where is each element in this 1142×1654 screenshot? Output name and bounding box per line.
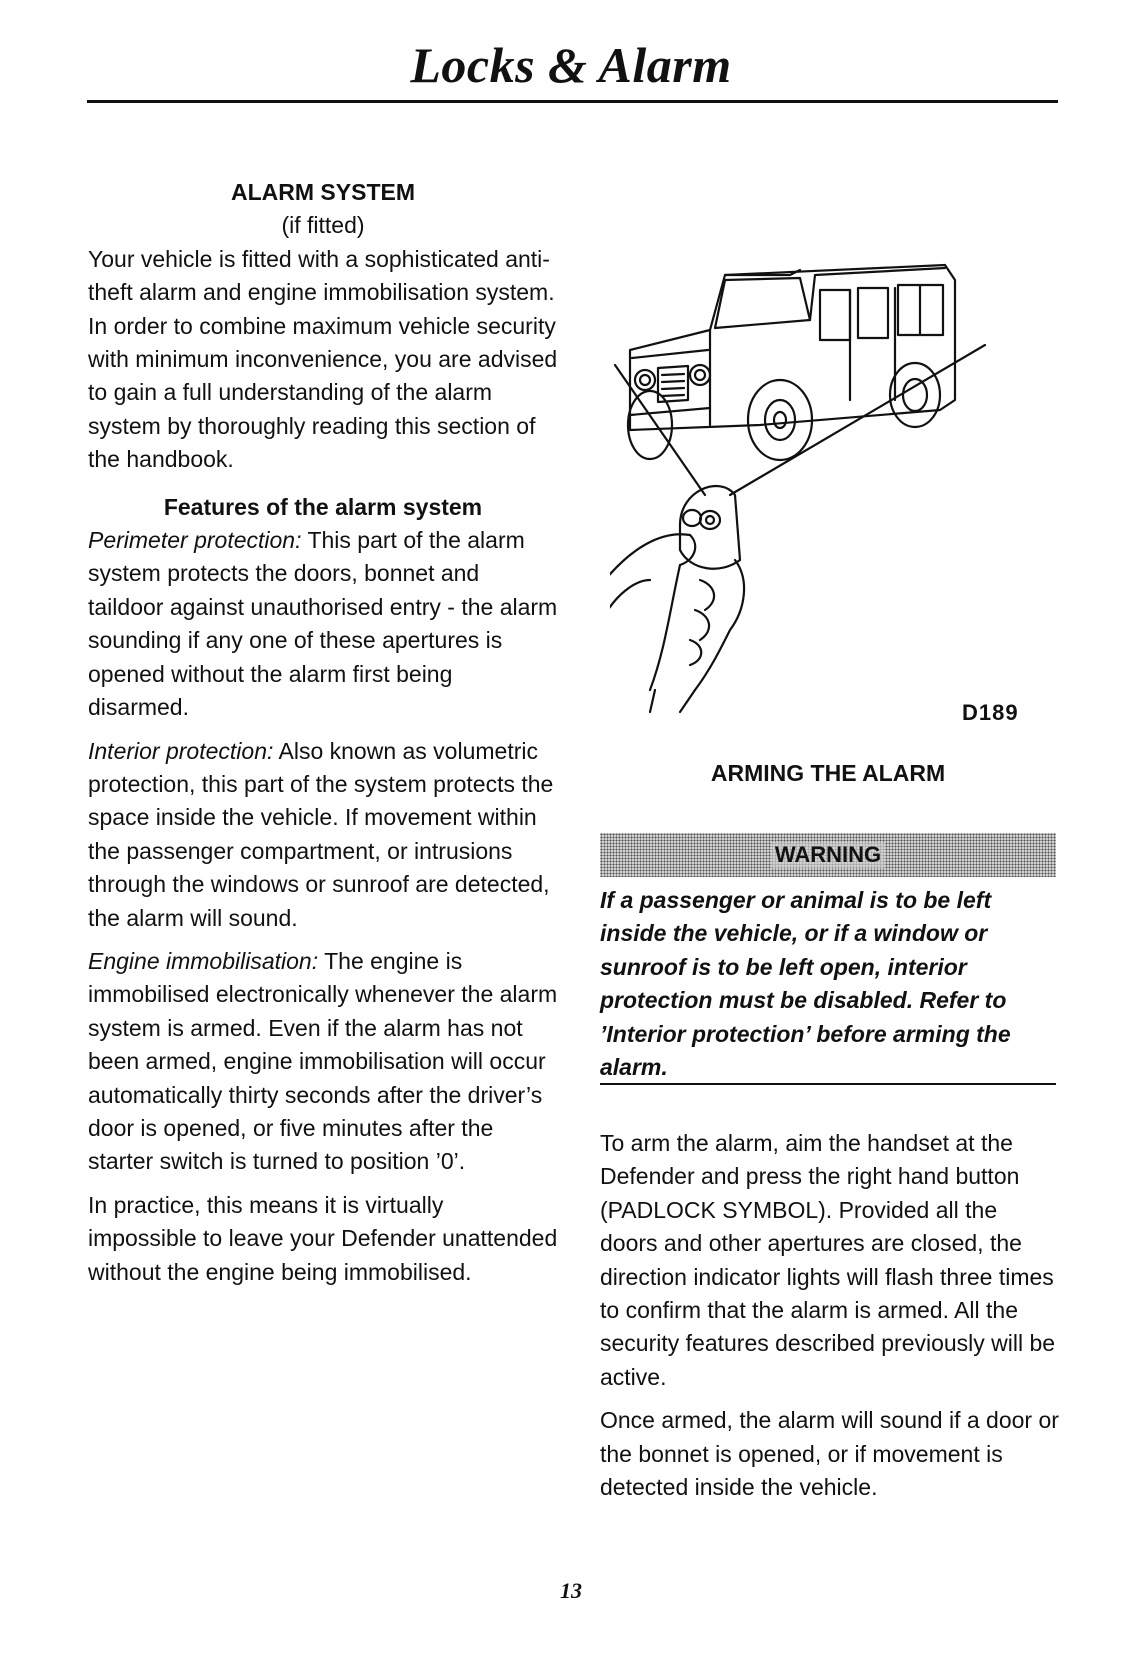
remote-handset-drawing [680, 486, 740, 569]
arming-heading: ARMING THE ALARM [710, 760, 946, 786]
rear-wheel-drawing [890, 363, 940, 427]
warning-banner [600, 833, 1056, 877]
warning-divider [600, 1083, 1056, 1085]
title-divider [87, 100, 1058, 103]
right-column [600, 1127, 1060, 1504]
features-heading: Features of the alarm system [163, 493, 483, 520]
vehicle-remote-illustration [610, 250, 1030, 730]
left-column [88, 176, 558, 1289]
perimeter-paragraph [88, 524, 558, 724]
warning-label: WARNING [771, 842, 885, 868]
engine-text: The engine is immobilised electronically whenever the alarm system is armed. Even if the alarm has not been armed, engine immobilisation will occur automatically thirty seconds after the driver’s door is opened, or five minutes after the starter switch is turned to position ’0’. [88, 947, 558, 1175]
interior-paragraph [88, 735, 558, 935]
if-fitted-note: (if fitted) [281, 212, 365, 239]
practice-paragraph: In practice, this means it is virtually impossible to leave your Defender unattended without the engine being immobilised. [88, 1191, 558, 1285]
engine-paragraph [88, 945, 558, 1179]
alarm-system-heading: ALARM SYSTEM [231, 179, 415, 205]
interior-text: Also known as volumetric protection, this part of the system protects the space inside the vehicle. If movement within the passenger compartment, or intrusions through the windows or sunroof are detected, the alarm will sound. [88, 737, 554, 931]
warning-text: If a passenger or animal is to be left inside the vehicle, or if a window or sunroof is to be left open, interior protection must be disabled. Refer to ’Interior protection’ before arming the alarm. [600, 887, 1011, 1081]
hand-drawing [610, 534, 744, 712]
arm-instructions: To arm the alarm, aim the handset at the Defender and press the right hand button (PADLOCK SYMBOL). Provided all the doors and other apertures are closed, the direction indicator lights will flash three times to confirm that the alarm is armed. All the security features described previously will be active. [600, 1130, 1056, 1390]
figure-code: D189 [962, 700, 1019, 725]
page-number: 13 [560, 1578, 582, 1603]
interior-label: Interior protection: [88, 737, 274, 764]
perimeter-label: Perimeter protection: [88, 527, 302, 554]
intro-paragraph: Your vehicle is fitted with a sophisticated anti-theft alarm and engine immobilisation system. In order to combine maximum vehicle security with minimum inconvenience, you are advised to gain a full understanding of the alarm system by thoroughly reading this section of the handbook. [88, 245, 558, 473]
engine-label: Engine immobilisation: [88, 947, 319, 974]
page-title: Locks & Alarm [410, 37, 732, 93]
armed-behaviour: Once armed, the alarm will sound if a door or the bonnet is opened, or if movement is detected inside the vehicle. [600, 1407, 1059, 1501]
front-wheel-drawing [628, 380, 812, 460]
perimeter-text: This part of the alarm system protects the doors, bonnet and taildoor against unauthorised entry - the alarm sounding if any one of these apertures is opened without the alarm first being disarmed. [88, 527, 558, 721]
